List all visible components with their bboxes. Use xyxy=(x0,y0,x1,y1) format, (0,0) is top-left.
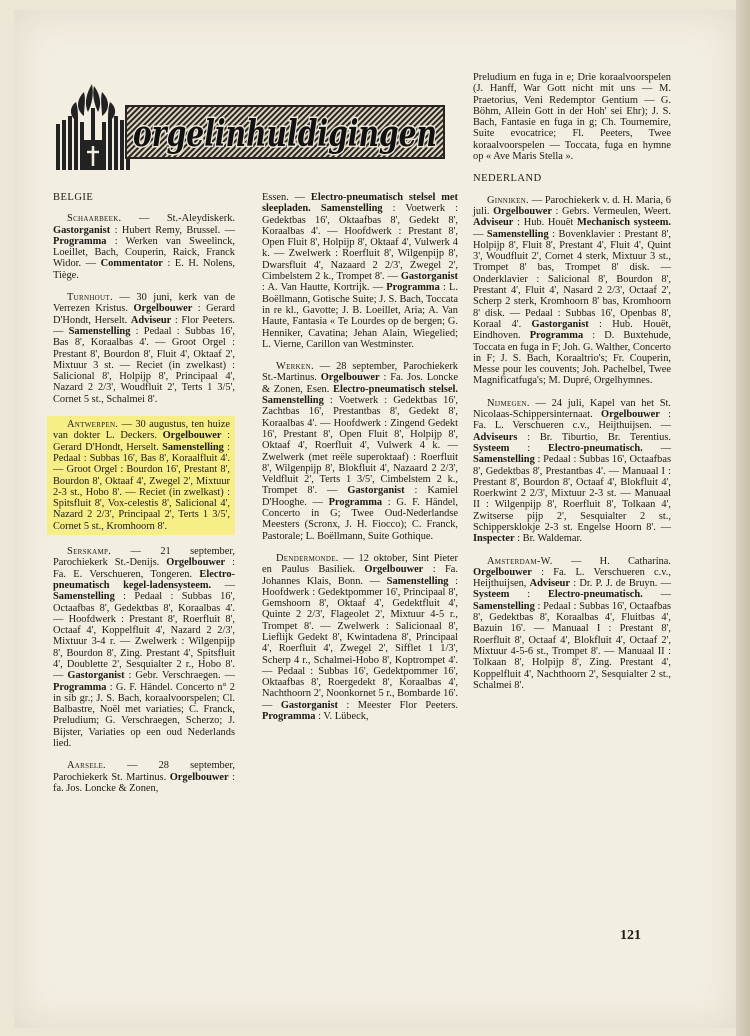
article-entry xyxy=(53,292,235,405)
column-right xyxy=(473,72,671,702)
entry-place: Dendermonde. xyxy=(276,552,339,564)
article-entry xyxy=(473,72,671,162)
entry-place: Ginniken. xyxy=(487,194,529,206)
entry-text: — 30 juni, kerk van de Verrezen Kristus. Orgelbouwer : Gerard D'Hondt, Herselt. Adviseur : Flor Peeters. — Samenstelling : Pedaal : Subbas 16', Bas 8', Koraalbas 4'. — Groot Orgel : Prestant 8', Bourdon 8', Fluit 4', Oktaaf 2', Mixtuur 3 st. — Reciet (in zwelkast) : Salicional 8', Holpijp 8', Principaal 4', Nazard 2 2/3', Woudfluit 2', Terts 1 3/5', Cornet 5 st., Schalmei 8'. xyxy=(53,292,236,405)
entry-text: — 12 oktober, Sint Pieter en Paulus Basiliek. Orgelbouwer : Fa. Johannes Klais, Bonn. — Samenstelling : Hoofdwerk : Gedektpommer 16', Principaal 8', Gemshoorn 8', Oktaaf 4', Gedektfluit 4', Quinte 2 2/3', Flageolet 2', Mixtuur 4-5 r., Trompet 8'. — Zwelwerk : Salicionaal 8', Lieflijk Gedekt 8', Kwintadena 8', Principaal 4', Roerfluit 4', Zwegel 2', Sifflet 1 1/3', Scherp 4 r., Schalmei-Hobo 8', Koptrompet 4'. — Pedaal : Subbas 16', Gedektpommer 16', Oktaafbas 8', Roergedekt 8', Koraalbas 4', Nachthoorn 2', Noonkornet 5 r., Bombarde 16'. — Gastorganist : Meester Flor Peeters. Programma : V. Lübeck, xyxy=(262,552,458,723)
entry-text: — 24 juli, Kapel van het St. Nicolaas-Schippersinternaat. Orgelbouwer : Fa. L. Verschueren c.v., Heijthuijsen. — Adviseurs : Br. Tiburtio, Br. Terentius. Systeem : Electro-pneumatisch. — Samenstelling : Pedaal : Subbas 16', Octaafbas 8', Gedektbas 8', Prestantbas 4'. — Manuaal I : Prestant 8', Bourdon 8', Octaaf 4', Blokfluit 4', Roerkwint 2 2/3', Mixtuur 2-3 st. — Manuaal II : Wilgenpijp 8', Roerfluit 8', Tolkaan 4', Zwitserse pijp 2', Sesquialter 2 st., Schippersklokje 2-3 st. Engelse Hoorn 8'. — Inspecter : Br. Waldemar. xyxy=(473,397,671,545)
entry-text: — 28 september, Parochiekerk St. Martinus. Orgelbouwer : fa. Jos. Loncke & Zonen, xyxy=(53,760,235,794)
article-entry xyxy=(262,192,458,350)
entry-text: Essen. — Electro-pneumatisch stelsel met sleepladen. Samenstelling : Voetwerk : Gedektbas 16', Oktaafbas 8', Gedekt 8', Koraalbas 4'. — Hoofdwerk : Prestant 8', Open Fluit 8', Holpijp 8', Oktaaf 4', Vulwerk 4 k. — Zwelwerk : Roerfluit 8', Wilgenpijp 8', Dwarsfluit 4', Nazaard 2 2/3', Zwegel 2', Cimbelstem 2 k., Trompet 8'. — Gastorganist : A. Van Hautte, Kortrijk. — Programma : L. Boëllmann, Gotische Suite; J. S. Bach, Toccata in re kl., Gavotte; J. B. Loeillet, Aria; A. Van Haute, Fantasia « Te Lourdes op de bergen; G. Henniker, Cavatina; Jehan Alain, Wiegelied; L. Vierne, Carillon van Westminster. xyxy=(262,192,458,350)
header-title: orgelinhuldigingen xyxy=(133,113,437,155)
highlighted-entry xyxy=(47,416,235,535)
entry-place: Amsterdam-W. xyxy=(487,555,553,567)
article-entry xyxy=(262,361,458,542)
entry-text: — H. Catharina. Orgelbouwer : Fa. L. Verschueren c.v., Heijthuijsen, Adviseur : Dr. P. J. de Bruyn. — Systeem : Electro-pneumatisch. — Samenstelling : Pedaal : Subbas 16', Octaafbas 8', Gedektbas 8', Koraalbas 4', Fluitbas 4', Bazuin 16'. — Manuaal I : Prestant 8', Roerfluit 8', Octaaf 4', Blokfluit 4', Octaaf 2', Mixtuur 4-5-6 st., Trompet 8'. — Manuaal II : Tolkaan 8', Holpijp 8', Zing. Prestant 4', Koppelfluit 4', Nachthoorn 2', Sesquialter 2 st., Schalmei 8'. xyxy=(473,555,671,691)
entry-text: — Parochiekerk v. d. H. Maria, 6 juli. Orgelbouwer : Gebrs. Vermeulen, Weert. Adviseur : Hub. Houët Mechanisch systeem. — Samenstelling : Bovenklavier : Prestant 8', Holpijp 8', Fluit 8', Prestant 4', Fluit 4', Quint 3', Woudfluit 2', Cornet 4 sterk, Mixtuur 3 st., Trompet 8' bas, Trompet 8' disk. — Onderklavier : Salicional 8', Bourdon 8', Prestant 4', Fluit 4', Nasard 2 2/3', Octaaf 2', Scherp 2 sterk, Kromhoorn 8' bas, Kromhoorn 8' disk. — Pedaal : Subbas 16', Openbas 8', Koraal 4'. Gastorganist : Hub. Houët, Eindhoven. Programma : D. Buxtehude, Toccata en fuga in F; Joh. G. Walther, Concerto in F; J. S. Bach, Koraaltrio's; Fr. Couperin, Messe pour les couvents; Joh. Pachelbel, Twee Magnificatfuga's; M. Dupré, Orgelhymnes. xyxy=(473,194,671,387)
entry-place: Aarsele. xyxy=(67,760,106,772)
article-entry xyxy=(262,553,458,722)
column-left xyxy=(53,192,235,805)
entry-place: Turnhout. xyxy=(67,292,113,304)
article-entry xyxy=(473,398,671,545)
entry-text: — 21 september, Parochiekerk St.-Denijs. Orgelbouwer : Fa. E. Verschueren, Tongeren. Electro-pneumatisch kegel-ladensysteem. — Samenstelling : Pedaal : Subbas 16', Octaafbas 8', Gedektbas 8', Koraalbas 4'. — Hoofdwerk : Prestant 8', Roerfluit 8', Octaaf 4', Koppelfluit 4', Nazard 2 2/3', Mixtuur 3-4 r. — Zwelwerk : Wilgenpijp 8', Bourdon 8', Zing. Prestant 4', Spitsfluit 4', Doublette 2', Sesquialter 2 r., Hobo 8'. — Gastorganist : Gebr. Verschraegen. — Programma : G. F. Händel. Concerto n° 2 in sib gr.; J. S. Bach, koraalvoorspelen; Cl. Balbastre, Noël met variaties; C. Franck, Preludium; G. Verschraegen, Scherzo; J. Bijster, Variaties op een oud Nederlands lied. xyxy=(53,546,235,750)
entry-text: Preludium en fuga in e; Drie koraalvoorspelen (J. Hanff, War Gott nicht mit uns — M. Praetorius, Veni Redemptor Gentium — G. Böhm, Allein Gott in der Hoh' sei Ehr); J. S. Bach, Fantasie en fuga in g; Ch. Tournemire, Suite evocatrice; Fl. Peeters, Twee koraalvoorspelen — Toccata, fuga en hymne op « Ave Maris Stella ». xyxy=(473,72,671,163)
country-heading: BELGIE xyxy=(53,192,94,203)
article-entry xyxy=(53,213,235,281)
entry-place: Schaarbeek. xyxy=(67,213,122,225)
entry-text: — 28 september, Parochiekerk St.-Martinus. Orgelbouwer : Fa. Jos. Loncke & Zonen, Esen. Electro-pneumatisch stelsel. Samenstelling : Voetwerk : Gedektbas 16', Zachtbas 16', Prestantbas 8', Gedekt 8', Koraalbas 4'. — Hoofdwerk : Zingend Gedekt 16', Prestant 8', Open Fluit 8', Holpijp 8', Oktaaf 4', Roerfluit 4', Vulwerk 4 k. — Zwelwerk (met reële superoktaaf) : Roerfluit 8', Wilgenpijp 8', Blokfluit 4', Nazaard 2 2/3', Veldfluit 2', Terts 1 3/5', Cimbelstem 2 k., Trompet 8'. — Gastorganist : Kamiel D'Hooghe. — Programma : G. F. Händel, Concerto in G; Twee Oud-Nederlandse Meesters (Scronx, J. H. Fiocco); C. Franck, Pastorale; L. Boëllmann, Suite Gothique. xyxy=(262,361,458,542)
entry-place: Serskamp. xyxy=(67,546,112,558)
country-heading: NEDERLAND xyxy=(473,173,542,185)
article-entry xyxy=(53,546,235,749)
article-entry xyxy=(473,556,671,692)
entry-place: Antwerpen. xyxy=(67,419,119,431)
entry-text: — 30 augustus, ten huize van dokter L. Deckers. Orgelbouwer : Gerard D'Hondt, Herselt. Samenstelling : Pedaal : Subbas 16', Bas 8', Koraalfluit 4'. — Groot Orgel : Bourdon 16', Prestant 8', Bourdon 8', Oktaaf 4', Zwegel 2', Mixtuur 2-3 st., Hobo 8'. — Reciet (in zwelkast) : Spitsfluit 8', Vox-celestis 8', Salicional 4', Nazard 2 2/3', Principaal 2', Terts 1 3/5', Cornet 5 st., Kromhoorn 8'. xyxy=(53,419,230,532)
column-middle xyxy=(262,192,458,733)
article-entry xyxy=(473,195,671,387)
entry-text: — St.-Aleydiskerk. Gastorganist : Hubert Remy, Brussel. — Programma : Werken van Sweelinck, Loeillet, Bach, Couperin, Raick, Franck Widor. — Commentator : E. H. Nolens, Tiège. xyxy=(53,213,235,281)
entry-place: Werken. xyxy=(276,361,314,373)
entry-place: Nijmegen. xyxy=(487,397,530,409)
page-number: 121 xyxy=(620,928,641,943)
page-edge xyxy=(736,0,750,1036)
article-entry xyxy=(53,760,235,794)
header-title-band xyxy=(126,102,444,164)
